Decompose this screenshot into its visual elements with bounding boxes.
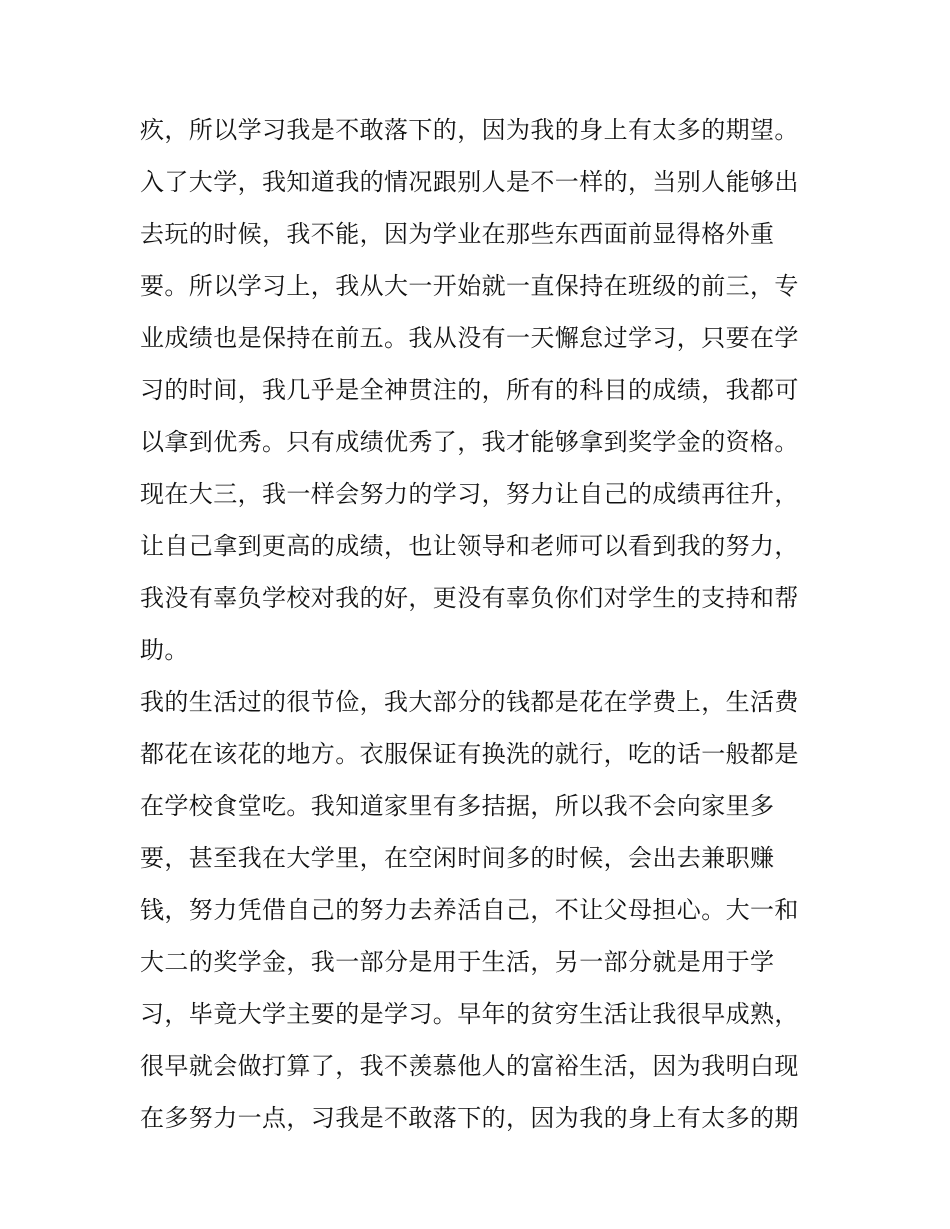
text-line: 大二的奖学金，我一部分是用于生活，另一部分就是用于学 [140, 948, 775, 976]
body-text [140, 104, 820, 1144]
text-line: 在学校食堂吃。我知道家里有多拮据，所以我不会向家里多 [140, 792, 775, 820]
text-line: 让自己拿到更高的成绩，也让领导和老师可以看到我的努力， [140, 532, 799, 560]
text-line: 我的生活过的很节俭，我大部分的钱都是花在学费上，生活费 [140, 688, 799, 716]
text-line: 要，甚至我在大学里，在空闲时间多的时候，会出去兼职赚 [140, 844, 775, 872]
text-line: 入了大学，我知道我的情况跟别人是不一样的，当别人能够出 [140, 168, 799, 196]
text-line: 在多努力一点，习我是不敢落下的，因为我的身上有太多的期 [140, 1104, 799, 1132]
text-line: 助。 [140, 636, 189, 664]
text-line: 习，毕竟大学主要的是学习。早年的贫穷生活让我很早成熟， [140, 1000, 799, 1028]
text-line: 去玩的时候，我不能，因为学业在那些东西面前显得格外重 [140, 220, 775, 248]
text-line: 很早就会做打算了，我不羡慕他人的富裕生活，因为我明白现 [140, 1052, 799, 1080]
text-line: 习的时间，我几乎是全神贯注的，所有的科目的成绩，我都可 [140, 376, 799, 404]
text-line: 都花在该花的地方。衣服保证有换洗的就行，吃的话一般都是 [140, 740, 799, 768]
text-line: 业成绩也是保持在前五。我从没有一天懈怠过学习，只要在学 [140, 324, 799, 352]
text-line: 我没有辜负学校对我的好，更没有辜负你们对学生的支持和帮 [140, 584, 799, 612]
text-line: 钱，努力凭借自己的努力去养活自己，不让父母担心。大一和 [140, 896, 799, 924]
text-line: 以拿到优秀。只有成绩优秀了，我才能够拿到奖学金的资格。 [140, 428, 799, 456]
text-line: 疚，所以学习我是不敢落下的，因为我的身上有太多的期望。 [140, 116, 799, 144]
text-line: 现在大三，我一样会努力的学习，努力让自己的成绩再往升， [140, 480, 799, 508]
text-line: 要。所以学习上，我从大一开始就一直保持在班级的前三，专 [140, 272, 799, 300]
